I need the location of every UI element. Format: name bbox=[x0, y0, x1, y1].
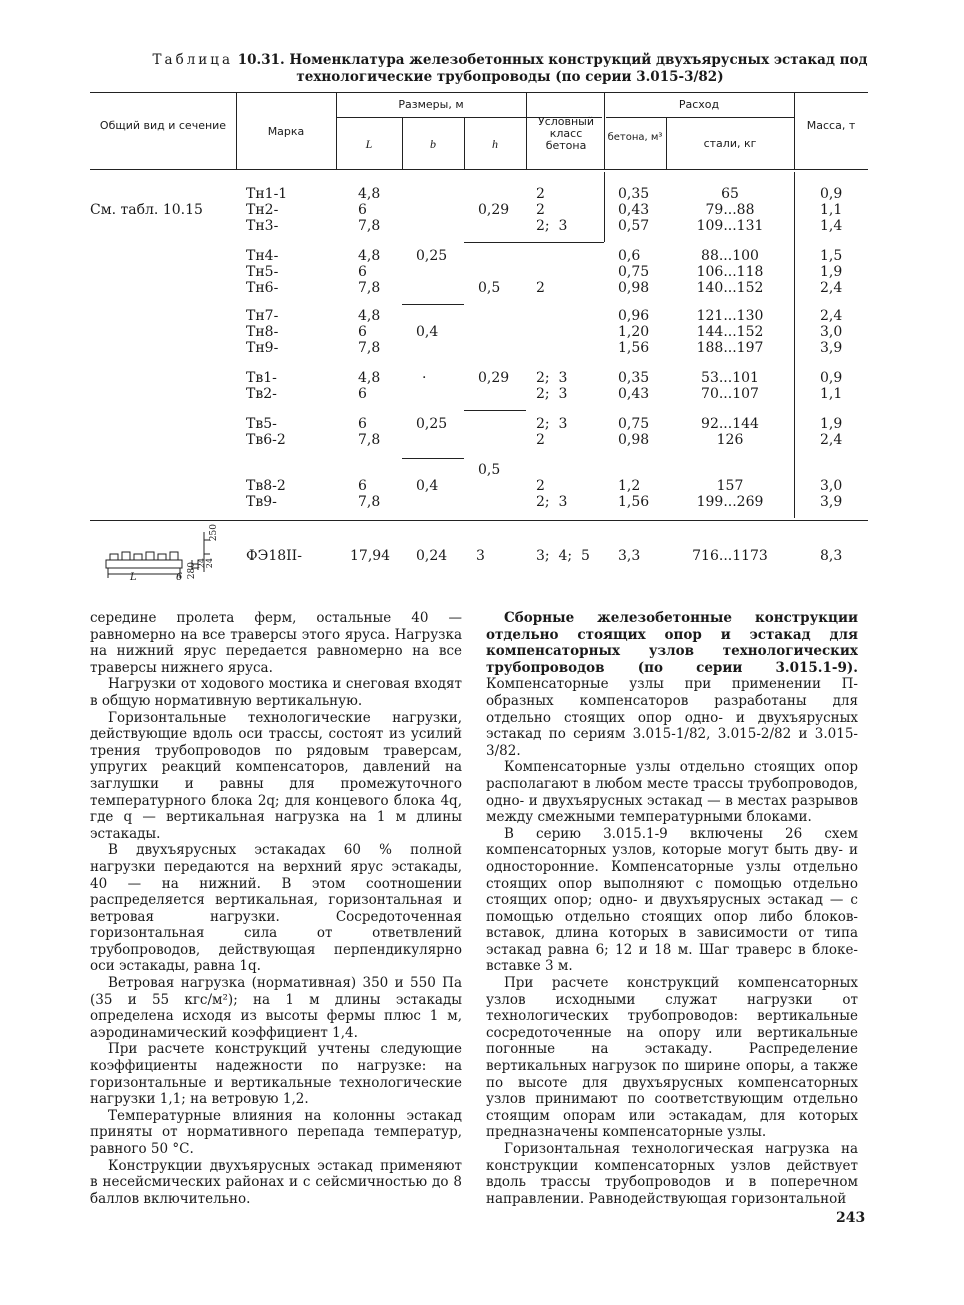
cell-mass: 3,0 bbox=[820, 478, 843, 494]
cell-h: 0,5 bbox=[478, 280, 501, 296]
paragraph: В серию 3.015.1-9 включены 26 схем компенсаторных узлов, которые могут быть дву- и односторонние. Компенсаторные узлы отдельно стоящих опор выполняют с помощью отдельно стоящих опор; одно- и двухъярусных эстакад — с помощью отдельно стоящих опор либо блоков-вставок, длина которых в зависимости от типа эстакад равна 6; 12 и 18 м. Шаг траверс в блоке-вставке 3 м. bbox=[486, 825, 858, 975]
cell-steel: 79...88 bbox=[705, 202, 755, 218]
cell-mass: 3,0 bbox=[820, 324, 843, 340]
paragraph: В двухъярусных эстакадах 60 % полной нагрузки передаются на верхний ярус эстакады, 40 — на нижний. В этом соотношении распределяется вертикальная, горизонтальная и ветровая нагрузки. Сосредоточенная горизонтальная сила от ответвлений трубопроводов, действующая перпендикулярно оси эстакады, равна 1q. bbox=[90, 842, 462, 975]
cell-steel: 88...100 bbox=[701, 248, 759, 264]
cell-concrete: 0,6 bbox=[618, 248, 641, 264]
cell-mark: Тв6-2 bbox=[246, 432, 286, 448]
cell-h: 0,5 bbox=[478, 462, 501, 478]
body-rule bbox=[464, 242, 604, 243]
cell-steel: 121...130 bbox=[696, 308, 764, 324]
cell-L: 6 bbox=[358, 264, 367, 280]
cell-L: 7,8 bbox=[358, 494, 381, 510]
cell-mark: Тв2- bbox=[246, 386, 277, 402]
cell-steel: 126 bbox=[716, 432, 744, 448]
cell-L: 4,8 bbox=[358, 248, 381, 264]
cell-L: 4,8 bbox=[358, 370, 381, 386]
body-divider bbox=[794, 172, 795, 518]
cell-steel: 106...118 bbox=[696, 264, 764, 280]
cell-steel: 188...197 bbox=[696, 340, 764, 356]
cell-class: 2; 3 bbox=[536, 416, 568, 432]
cell-mass: 0,9 bbox=[820, 186, 843, 202]
cell-concrete: 0,35 bbox=[618, 186, 650, 202]
cell-steel: 70...107 bbox=[701, 386, 759, 402]
left-column bbox=[90, 610, 462, 1207]
cell-L: 6 bbox=[358, 202, 367, 218]
fig-label-280: 280 bbox=[187, 562, 197, 580]
cell-mass: 2,4 bbox=[820, 280, 843, 296]
cell-concrete: 0,43 bbox=[618, 202, 650, 218]
cell-mark: Тн8- bbox=[246, 324, 279, 340]
cell-class: 2; 3 bbox=[536, 386, 568, 402]
header-consumption: Расход bbox=[678, 98, 720, 111]
cell-class: 2; 3 bbox=[536, 494, 568, 510]
cell-mass: 3,9 bbox=[820, 340, 843, 356]
header-mark: Марка bbox=[267, 125, 305, 138]
cell-class: 2; 3 bbox=[536, 218, 568, 234]
header-h: h bbox=[492, 137, 498, 151]
paragraph: Температурные влияния на колонны эстакад приняты от нормативного перепада температур, равного 50 °С. bbox=[90, 1107, 462, 1157]
paragraph: Компенсаторные узлы при применении П-образных компенсаторов разработаны для отдельно стоящих опор одно- и двухъярусных эстакад по сериям 3.015-1/82, 3.015-2/82 и 3.015-3/82. bbox=[486, 676, 858, 759]
fig-label-b: 6 bbox=[176, 572, 183, 583]
cell-steel: 53...101 bbox=[701, 370, 759, 386]
cell-mark: Тн5- bbox=[246, 264, 279, 280]
cell-steel: 144...152 bbox=[696, 324, 764, 340]
cell-mass: 8,3 bbox=[820, 548, 843, 564]
cell-mark: Тн3- bbox=[246, 218, 279, 234]
cell-class: 3; 4; 5 bbox=[536, 548, 590, 564]
cell-mark: Тв1- bbox=[246, 370, 277, 386]
cell-class: 2; 3 bbox=[536, 370, 568, 386]
header-mass: Масса, т bbox=[806, 119, 856, 132]
cell-b: 0,25 bbox=[416, 248, 448, 264]
cell-b: 0,25 bbox=[416, 416, 448, 432]
cell-concrete: 1,2 bbox=[618, 478, 641, 494]
cell-mass: 1,9 bbox=[820, 416, 843, 432]
cell-h: 3 bbox=[476, 548, 485, 564]
paragraph: При расчете конструкций компенсаторных узлов исходными служат нагрузки от технологических трубопроводов: вертикальные сосредоточенные на опору или вертикальные погонные на эстакаду. Распределение вертикальных нагрузок по ширине опоры, а также по высоте для двухъярусных компенсаторных узлов принимают по соответствующим отдельно стоящим опорам или эстакадам, для которых предназначены компенсаторные узлы. bbox=[486, 975, 858, 1141]
cell-L: 7,8 bbox=[358, 218, 381, 234]
caption-title: 10.31. Номенклатура железобетонных конструкций двухъярусных эстакад под технологические трубопроводы (по серии 3.015-3/82) bbox=[237, 52, 868, 85]
paragraph: Горизонтальная технологическая нагрузка на конструкции компенсаторных узлов действует вдоль трассы трубопроводов и в поперечном направлении. Равнодействующая горизонтальной bbox=[486, 1141, 858, 1207]
cell-h: 0,29 bbox=[478, 370, 510, 386]
cell-steel: 157 bbox=[716, 478, 744, 494]
cell-L: 6 bbox=[358, 324, 367, 340]
cell-concrete: 1,56 bbox=[618, 340, 650, 356]
paragraph: Горизонтальные технологические нагрузки, действующие вдоль оси трассы, состоят из усилий трения трубопроводов по рядовым траверсам, упругих реакций компенсаторов, давлений на заглушки и равны для промежуточного температурного блока 2q; для концевого блока 4q, где q — вертикальная нагрузка на 1 м длины эстакады. bbox=[90, 709, 462, 842]
body-rule bbox=[464, 410, 526, 411]
header-L: L bbox=[365, 137, 373, 151]
header-bottom-rule bbox=[90, 169, 868, 170]
header-divider bbox=[526, 92, 527, 169]
body-rule bbox=[402, 458, 464, 459]
cell-concrete: 0,57 bbox=[618, 218, 650, 234]
cell-L: 6 bbox=[358, 386, 367, 402]
cell-mark: Тн2- bbox=[246, 202, 279, 218]
fig-label-L: L bbox=[130, 572, 137, 583]
body-rule bbox=[402, 304, 464, 305]
paragraph: середине пролета ферм, остальные 40 — равномерно на все траверсы этого яруса. Нагрузка на нижний ярус передается равномерно на все траверсы нижнего яруса. bbox=[90, 610, 462, 676]
cell-mass: 3,9 bbox=[820, 494, 843, 510]
cell-mass: 2,4 bbox=[820, 432, 843, 448]
cell-class: 2 bbox=[536, 280, 545, 296]
consumption-subrule bbox=[606, 117, 794, 118]
section-paragraph bbox=[486, 610, 858, 759]
ref-text: См. табл. 10.15 bbox=[90, 202, 203, 218]
cell-concrete: 0,98 bbox=[618, 432, 650, 448]
fig-label-24a: 24 bbox=[197, 558, 206, 569]
cell-mass: 2,4 bbox=[820, 308, 843, 324]
cell-mass: 1,4 bbox=[820, 218, 843, 234]
table-top-rule bbox=[90, 92, 868, 93]
cell-mark: Тв8-2 bbox=[246, 478, 286, 494]
cell-b: · bbox=[422, 370, 427, 386]
cell-concrete: 3,3 bbox=[618, 548, 641, 564]
cell-L: 7,8 bbox=[358, 340, 381, 356]
cell-L: 7,8 bbox=[358, 280, 381, 296]
table-mid-rule bbox=[90, 520, 868, 521]
nomenclature-table bbox=[90, 92, 868, 583]
cell-b: 0,4 bbox=[416, 478, 439, 494]
page-number: 243 bbox=[836, 1210, 866, 1226]
section-heading: Сборные железобетонные конструкции отдельно стоящих опор и эстакад для компенсаторных узлов технологических трубопроводов (по серии 3.015.1-9). bbox=[486, 610, 858, 676]
cell-steel: 92...144 bbox=[701, 416, 759, 432]
header-steel: стали, кг bbox=[703, 137, 757, 150]
cell-mark: Тн4- bbox=[246, 248, 279, 264]
cell-steel: 716...1173 bbox=[692, 548, 768, 564]
cell-L: 4,8 bbox=[358, 308, 381, 324]
cell-mass: 0,9 bbox=[820, 370, 843, 386]
cell-h: 0,29 bbox=[478, 202, 510, 218]
header-view: Общий вид и сечение bbox=[99, 119, 227, 132]
paragraph: Ветровая нагрузка (нормативная) 350 и 550 Па (35 и 55 кгс/м²); на 1 м длины эстакады определена исходя из высоты фермы плюс 1 м, аэродинамический коэффициент 1,4. bbox=[90, 975, 462, 1041]
fig-label-24b: 24 bbox=[205, 558, 214, 569]
cell-concrete: 0,35 bbox=[618, 370, 650, 386]
cell-class: 2 bbox=[536, 478, 545, 494]
cell-mass: 1,1 bbox=[820, 202, 843, 218]
right-column bbox=[486, 610, 858, 1207]
cell-mark: Тв9- bbox=[246, 494, 277, 510]
fig-label-height: 250 bbox=[209, 524, 219, 542]
cell-concrete: 0,75 bbox=[618, 264, 650, 280]
cell-L: 6 bbox=[358, 416, 367, 432]
cell-mass: 1,5 bbox=[820, 248, 843, 264]
cell-L: 7,8 bbox=[358, 432, 381, 448]
cell-mass: 1,9 bbox=[820, 264, 843, 280]
paragraph: Компенсаторные узлы отдельно стоящих опор располагают в любом месте трассы трубопроводов, одно- и двухъярусных эстакад — в местах разрывов между смежными температурными блоками. bbox=[486, 759, 858, 826]
cell-concrete: 0,96 bbox=[618, 308, 650, 324]
cell-mass: 1,1 bbox=[820, 386, 843, 402]
cell-steel: 140...152 bbox=[696, 280, 764, 296]
cell-concrete: 0,75 bbox=[618, 416, 650, 432]
cell-mark: ФЭ18II- bbox=[246, 548, 302, 564]
cell-steel: 109...131 bbox=[696, 218, 764, 234]
cell-b: 0,24 bbox=[416, 548, 448, 564]
cell-concrete: 0,43 bbox=[618, 386, 650, 402]
cell-L: 6 bbox=[358, 478, 367, 494]
cell-steel: 65 bbox=[721, 186, 739, 202]
cell-class: 2 bbox=[536, 202, 545, 218]
cell-L: 17,94 bbox=[350, 548, 391, 564]
cell-concrete: 1,56 bbox=[618, 494, 650, 510]
cell-mark: Тв5- bbox=[246, 416, 277, 432]
header-concrete: бетона, м³ bbox=[607, 132, 663, 143]
cell-steel: 199...269 bbox=[696, 494, 764, 510]
header-sizes: Размеры, м bbox=[398, 98, 464, 111]
paragraph: Нагрузки от ходового мостика и снеговая входят в общую нормативную вертикальную. bbox=[90, 676, 462, 709]
header-class: Условный класс бетона bbox=[537, 115, 595, 152]
cell-class: 2 bbox=[536, 432, 545, 448]
cell-mark: Тн7- bbox=[246, 308, 279, 324]
cell-concrete: 0,98 bbox=[618, 280, 650, 296]
paragraph: При расчете конструкций учтены следующие коэффициенты надежности по нагрузке: на горизонтальные и вертикальные технологические нагрузки 1,1; на ветровую 1,2. bbox=[90, 1041, 462, 1108]
paragraph: Конструкции двухъярусных эстакад применяют в несейсмических районах и с сейсмичностью до 8 баллов включительно. bbox=[90, 1157, 462, 1207]
cell-mark: Тн1-1 bbox=[246, 186, 288, 202]
cell-concrete: 1,20 bbox=[618, 324, 650, 340]
cell-b: 0,4 bbox=[416, 324, 439, 340]
cell-mark: Тн6- bbox=[246, 280, 279, 296]
cell-mark: Тн9- bbox=[246, 340, 279, 356]
body-divider bbox=[604, 172, 605, 242]
cell-L: 4,8 bbox=[358, 186, 381, 202]
table-caption bbox=[110, 52, 910, 86]
header-b: b bbox=[430, 137, 436, 151]
cell-class: 2 bbox=[536, 186, 545, 202]
caption-prefix: Таблица bbox=[152, 52, 234, 68]
